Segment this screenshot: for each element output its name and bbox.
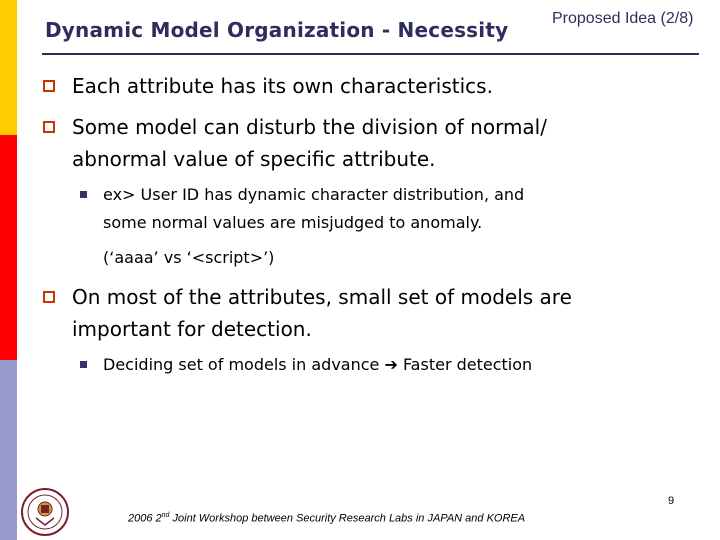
- footer-text: [128, 512, 525, 525]
- page-number: 9: [668, 495, 675, 507]
- sub-bullet-text: some normal values are misjudged to anomaly.: [103, 213, 483, 232]
- bullet-text: important for detection.: [72, 317, 312, 341]
- title-divider: [42, 53, 699, 55]
- bullet-text: Some model can disturb the division of normal/: [72, 115, 547, 139]
- sub-bullet-icon: [80, 191, 87, 198]
- sub-bullet-text-after: Faster detection: [397, 355, 533, 374]
- sub-bullet-text-before: Deciding set of models in advance: [103, 355, 385, 374]
- sub-bullet-text: [103, 352, 532, 378]
- bullet-icon: [43, 291, 55, 303]
- bullet-icon: [43, 80, 55, 92]
- bullet-text: abnormal value of specific attribute.: [72, 147, 436, 171]
- arrow-right-icon: ➔: [384, 355, 398, 374]
- sub-bullet-text: (‘aaaa’ vs ‘<script>’): [103, 248, 275, 267]
- bullet-text: Each attribute has its own characteristics.: [72, 74, 493, 98]
- bullet-text: On most of the attributes, small set of models are: [72, 285, 572, 309]
- side-bar-blue: [0, 360, 17, 540]
- slide-subtitle: Proposed Idea (2/8): [552, 10, 694, 27]
- footer-suffix: Joint Workshop between Security Research Labs in JAPAN and KOREA: [169, 512, 526, 525]
- sub-bullet-icon: [80, 361, 87, 368]
- slide-title: Dynamic Model Organization - Necessity: [45, 18, 509, 42]
- sub-bullet-text: ex> User ID has dynamic character distribution, and: [103, 185, 525, 204]
- side-bar-yellow: [0, 0, 17, 135]
- footer-prefix: 2006 2: [128, 512, 162, 525]
- side-bar-red: [0, 135, 17, 360]
- bullet-icon: [43, 121, 55, 133]
- university-seal-logo: [20, 487, 70, 537]
- footer-superscript: nd: [161, 512, 170, 519]
